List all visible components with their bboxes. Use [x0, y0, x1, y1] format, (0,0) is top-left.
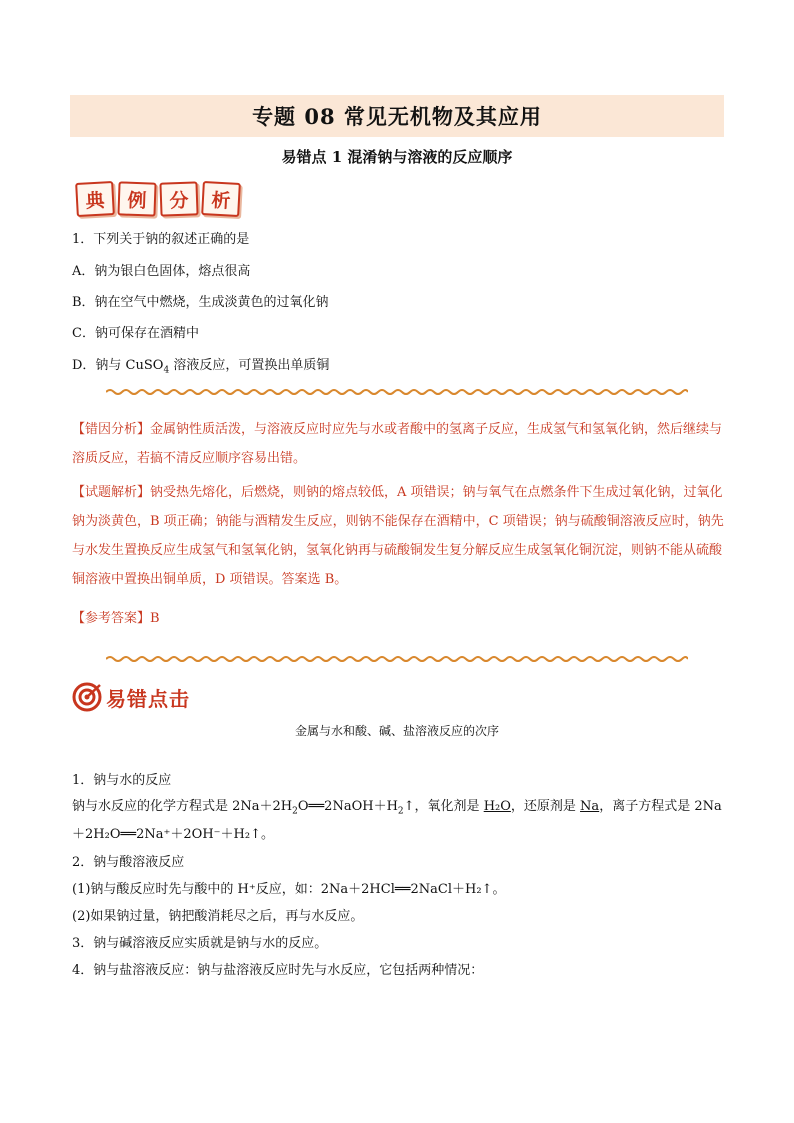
tip-item-4-title: 4．钠与盐溶液反应：钠与盐溶液反应时先与水反应，它包括两种情况：	[72, 963, 484, 978]
error-analysis-text: 金属钠性质活泼，与溶液反应时应先与水或者酸中的氢离子反应，生成氢气和氢氧化钠，然后继续与溶质反应，若搞不清反应顺序容易出错。	[72, 422, 723, 466]
option-c: C．钠可保存在酒精中	[72, 326, 199, 341]
reference-answer	[72, 604, 724, 633]
error-point-subtitle: 易错点 1 混淆钠与溶液的反应顺序	[281, 148, 513, 166]
option-a: A．钠为银白色固体，熔点很高	[72, 264, 251, 279]
solution-analysis	[72, 478, 724, 594]
tip-item-2-title: 2．钠与酸溶液反应	[72, 855, 185, 870]
tip-item-2-sub-2: (2)如果钠过量，钠把酸消耗尽之后，再与水反应。	[72, 909, 364, 924]
reductant: Na	[580, 799, 600, 814]
tip-item-1-title: 1．钠与水的反应	[72, 773, 172, 788]
option-d: D．钠与 CuSO$_4$ 溶液反应，可置换出单质铜	[72, 358, 330, 376]
error-tips-logo-text: 易错点击	[106, 686, 190, 711]
tip-item-3-title: 3．钠与碱溶液反应实质就是钠与水的反应。	[72, 936, 328, 951]
oxidant: H₂O	[483, 799, 511, 814]
tips-heading: 金属与水和酸、碱、盐溶液反应的次序	[294, 724, 499, 738]
option-b: B．钠在空气中燃烧，生成淡黄色的过氧化钠	[72, 295, 329, 310]
tip-item-2-sub-1: (1)钠与酸反应时先与酸中的 H⁺反应，如：2Na＋2HCl══2NaCl＋H₂↑。	[72, 882, 506, 897]
solution-tag: 【试题解析】	[72, 485, 151, 500]
error-analysis	[72, 415, 724, 473]
solution-text: 钠受热先熔化，后燃烧，则钠的熔点较低，A 项错误；钠与氧气在点燃条件下生成过氧化钠，过氧化钠为淡黄色，B 项正确；钠能与酒精发生反应，则钠不能保存在酒精中，C 项错误；钠与硫酸铜溶液反应时，钠先与水发生置换反应生成氢气和氢氧化钠，氢氧化钠再与硫酸铜发生复分解反应生成氢氧化铜沉淀，则钠不能从硫酸铜溶液中置换出铜单质，D 项错误。答案选 B。	[72, 485, 724, 587]
topic-title: 专题 08 常见无机物及其应用	[70, 95, 724, 137]
error-analysis-tag: 【错因分析】	[72, 422, 151, 437]
answer-tag: 【参考答案】	[72, 611, 151, 626]
badge-char: 例	[117, 181, 156, 216]
badge-char: 析	[201, 181, 241, 217]
badge-char: 典	[75, 181, 115, 217]
wave-divider	[106, 387, 688, 397]
badge-char: 分	[159, 181, 198, 216]
example-analysis-badge	[76, 182, 240, 216]
error-tips-logo	[72, 682, 190, 712]
target-icon	[72, 682, 102, 712]
tip-item-1-text-cont: ＋2H₂O══2Na⁺＋2OH⁻＋H₂↑。	[72, 827, 274, 842]
tip-item-1-text: 钠与水反应的化学方程式是 $2Na+2H_2O══2NaOH+H_2↑$，氧化剂是 H₂O，还原剂是 Na，离子方程式是 2Na	[72, 799, 722, 817]
question-stem: 1．下列关于钠的叙述正确的是	[72, 232, 250, 247]
answer-text: B	[150, 611, 160, 626]
wave-divider	[106, 654, 688, 664]
